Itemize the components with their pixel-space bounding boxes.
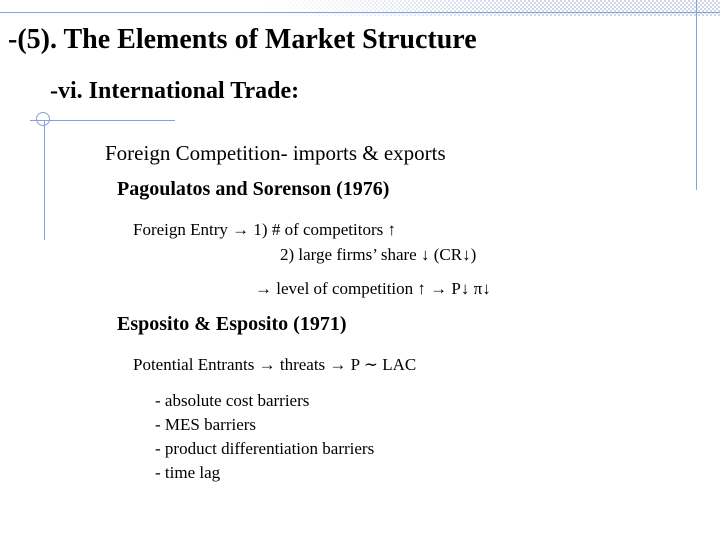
foreign-competition-text: Foreign Competition- imports & exports	[105, 141, 446, 165]
study2-line1: Potential Entrants → threats → P ∼ LAC	[133, 355, 417, 374]
list-item: - absolute cost barriers	[155, 391, 310, 410]
list-item: - product differentiation barriers	[155, 439, 375, 458]
section-subtitle: -vi. International Trade:	[50, 78, 300, 104]
study1-heading: Pagoulatos and Sorenson (1976)	[117, 178, 390, 200]
study1-line3: → level of competition ↑ → P↓ π↓	[255, 279, 491, 298]
crosshair-circle-icon	[36, 112, 50, 126]
top-rule-line	[0, 12, 720, 13]
study1-line2: 2) large firms’ share ↓ (CR↓)	[280, 245, 477, 264]
sub-rule-line	[30, 120, 175, 121]
barriers-list	[155, 389, 374, 485]
study1-line1: Foreign Entry → 1) # of competitors ↑	[133, 220, 396, 239]
study2-heading: Esposito & Esposito (1971)	[117, 313, 347, 335]
right-rule-line	[696, 0, 697, 190]
decorative-checker-band	[262, 0, 720, 16]
left-rule-line	[44, 120, 45, 240]
slide-title: -(5). The Elements of Market Structure	[8, 24, 477, 55]
list-item: - time lag	[155, 463, 221, 482]
list-item: - MES barriers	[155, 415, 257, 434]
